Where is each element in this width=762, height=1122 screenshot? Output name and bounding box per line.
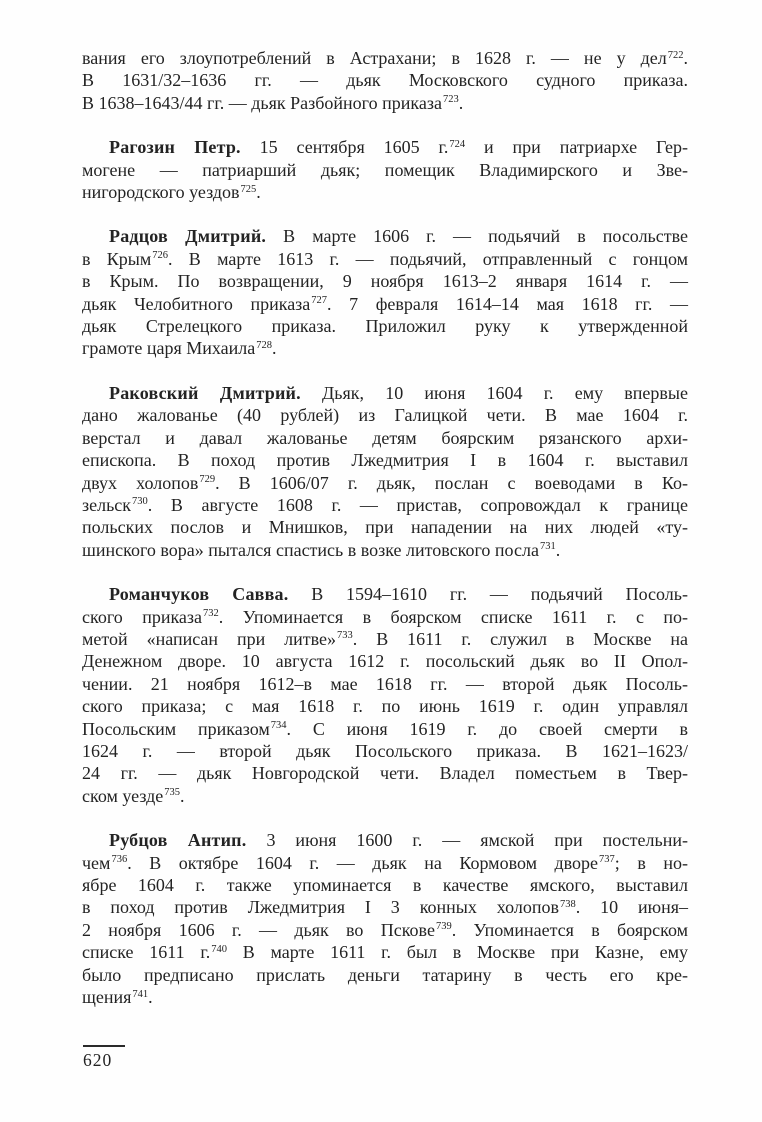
text-line: Посольским приказом$^{734}$. С июня 1619 г. до своей смерти в bbox=[82, 718, 688, 739]
footnote-ref: 733 bbox=[337, 630, 353, 642]
paragraph bbox=[82, 583, 688, 807]
entry-name: Радцов Дмитрий. bbox=[109, 226, 267, 247]
text-line: дано жалованье (40 рублей) из Галицкой чети. В мае 1604 г. bbox=[82, 405, 688, 426]
footnote-ref: 729 bbox=[199, 474, 216, 485]
page-footer bbox=[83, 1045, 143, 1071]
text-line: в поход против Лжедмитрия I 3 конных холопов$^{738}$. 10 июня– bbox=[82, 897, 688, 918]
text-line: в Крым$^{726}$. В марте 1613 г. — подьячий, отправленный с гонцом bbox=[82, 248, 688, 269]
text-line: чении. 21 ноября 1612–в мае 1618 гг. — второй дьяк Посоль- bbox=[82, 673, 688, 694]
text-line: ского приказа$^{732}$. Упоминается в боярском списке 1611 г. с по- bbox=[82, 606, 689, 627]
footnote-ref: 741 bbox=[132, 988, 149, 1000]
text-line: могене — патриарший дьяк; помещик Владимирского и Зве- bbox=[82, 159, 688, 180]
text-line: было предписано прислать деньги татарину в честь его кре- bbox=[82, 964, 688, 985]
paragraph bbox=[82, 829, 688, 1008]
footnote-ref: 738 bbox=[559, 898, 576, 910]
text-line: верстал и давал жалованье детям боярским рязанского архи- bbox=[82, 427, 688, 448]
footnote-ref: 726 bbox=[152, 250, 169, 262]
text-block bbox=[82, 47, 688, 1008]
entry-name: Раковский Дмитрий. bbox=[109, 382, 301, 403]
entry-name: Рубцов Антип. bbox=[109, 830, 247, 851]
text-line: дьяк Стрелецкого приказа. Приложил руку к утвержденной bbox=[82, 316, 688, 337]
text-line: списке 1611 г.$^{740}$ В марте 1611 г. был в Москве при Казне, ему bbox=[82, 942, 688, 963]
text-line: епископа. В поход против Лжедмитрия I в 1604 г. выставил bbox=[82, 450, 688, 471]
text-line: шинского вора» пытался спастись в возке литовского посла$^{731}$. bbox=[82, 539, 561, 560]
footnote-ref: 727 bbox=[311, 295, 328, 307]
footnote-ref: 737 bbox=[599, 854, 615, 866]
footnote-ref: 725 bbox=[240, 183, 257, 195]
text-line: Денежном дворе. 10 августа 1612 г. посольский дьяк во II Опол- bbox=[82, 651, 688, 672]
text-line: двух холопов$^{729}$. В 1606/07 г. дьяк, послан с воеводами в Ко- bbox=[82, 472, 688, 493]
footnote-ref: 734 bbox=[270, 720, 287, 732]
text-line: Радцов Дмитрий. В марте 1606 г. — подьячий в посольстве bbox=[109, 226, 689, 247]
text-line: зельск$^{730}$. В августе 1608 г. — пристав, сопровождал к границе bbox=[82, 494, 688, 515]
footnote-ref: 732 bbox=[203, 608, 219, 620]
text-line: 2 ноября 1606 г. — дьяк во Пскове$^{739}$. Упоминается в боярском bbox=[82, 919, 688, 940]
text-line: 1624 г. — второй дьяк Посольского приказа. В 1621–1623/ bbox=[82, 740, 688, 761]
page-number: 620 bbox=[83, 1050, 113, 1070]
footnote-ref: 724 bbox=[449, 138, 466, 150]
text-line: Романчуков Савва. В 1594–1610 гг. — подьячий Посоль- bbox=[109, 584, 688, 605]
paragraph bbox=[82, 47, 688, 114]
text-line: В 1638–1643/44 гг. — дьяк Разбойного приказа$^{723}$. bbox=[82, 92, 464, 113]
text-line: нигородского уездов$^{725}$. bbox=[82, 182, 261, 203]
text-line: ском уезде$^{735}$. bbox=[82, 785, 185, 806]
text-line: грамоте царя Михаила$^{728}$. bbox=[82, 338, 277, 359]
footnote-ref: 730 bbox=[132, 496, 148, 508]
footnote-ref: 728 bbox=[256, 339, 273, 351]
text-line: щения$^{741}$. bbox=[82, 987, 153, 1008]
text-line: в Крым. По возвращении, 9 ноября 1613–2 января 1614 г. — bbox=[82, 271, 688, 292]
text-line: ского приказа; с мая 1618 г. по июнь 1619 г. один управлял bbox=[82, 696, 688, 717]
text-line: Раковский Дмитрий. Дьяк, 10 июня 1604 г. ему впервые bbox=[109, 382, 688, 403]
footnote-ref: 735 bbox=[164, 787, 181, 799]
footnote-ref: 723 bbox=[442, 94, 459, 106]
text-line: дьяк Челобитного приказа$^{727}$. 7 февраля 1614–14 мая 1618 гг. — bbox=[82, 293, 688, 314]
footnote-ref: 740 bbox=[211, 943, 227, 955]
text-line: вания его злоупотреблений в Астрахани; в 1628 г. — не у дел$^{722}$. bbox=[82, 48, 688, 68]
footnote-ref: 731 bbox=[539, 541, 556, 553]
text-line: В 1631/32–1636 гг. — дьяк Московского судного приказа. bbox=[82, 70, 688, 91]
text-line: польских послов и Мнишков, при нападении на них людей «ту- bbox=[82, 517, 688, 538]
text-line: Рагозин Петр. 15 сентября 1605 г.$^{724}$ и при патриархе Гер- bbox=[109, 137, 689, 158]
text-line: 24 гг. — дьяк Новгородской чети. Владел поместьем в Твер- bbox=[82, 763, 688, 784]
entry-name: Романчуков Савва. bbox=[109, 584, 289, 605]
footnote-ref: 739 bbox=[435, 921, 452, 933]
footnote-ref: 736 bbox=[111, 854, 128, 866]
text-line: Рубцов Антип. 3 июня 1600 г. — ямской при постельни- bbox=[109, 830, 688, 851]
footnote-ref: 722 bbox=[667, 49, 684, 61]
paragraph bbox=[82, 225, 688, 359]
paragraph bbox=[82, 382, 688, 561]
entry-name: Рагозин Петр. bbox=[109, 137, 241, 158]
paragraph bbox=[82, 136, 688, 203]
text-line: ябре 1604 г. также упоминается в качестве ямского, выставил bbox=[82, 875, 688, 895]
text-line: чем$^{736}$. В октябре 1604 г. — дьяк на Кормовом дворе$^{737}$; в но- bbox=[82, 852, 688, 873]
text-line: метой «написан при литве»$^{733}$. В 1611 г. служил в Москве на bbox=[82, 628, 688, 649]
footer-rule bbox=[83, 1045, 125, 1047]
